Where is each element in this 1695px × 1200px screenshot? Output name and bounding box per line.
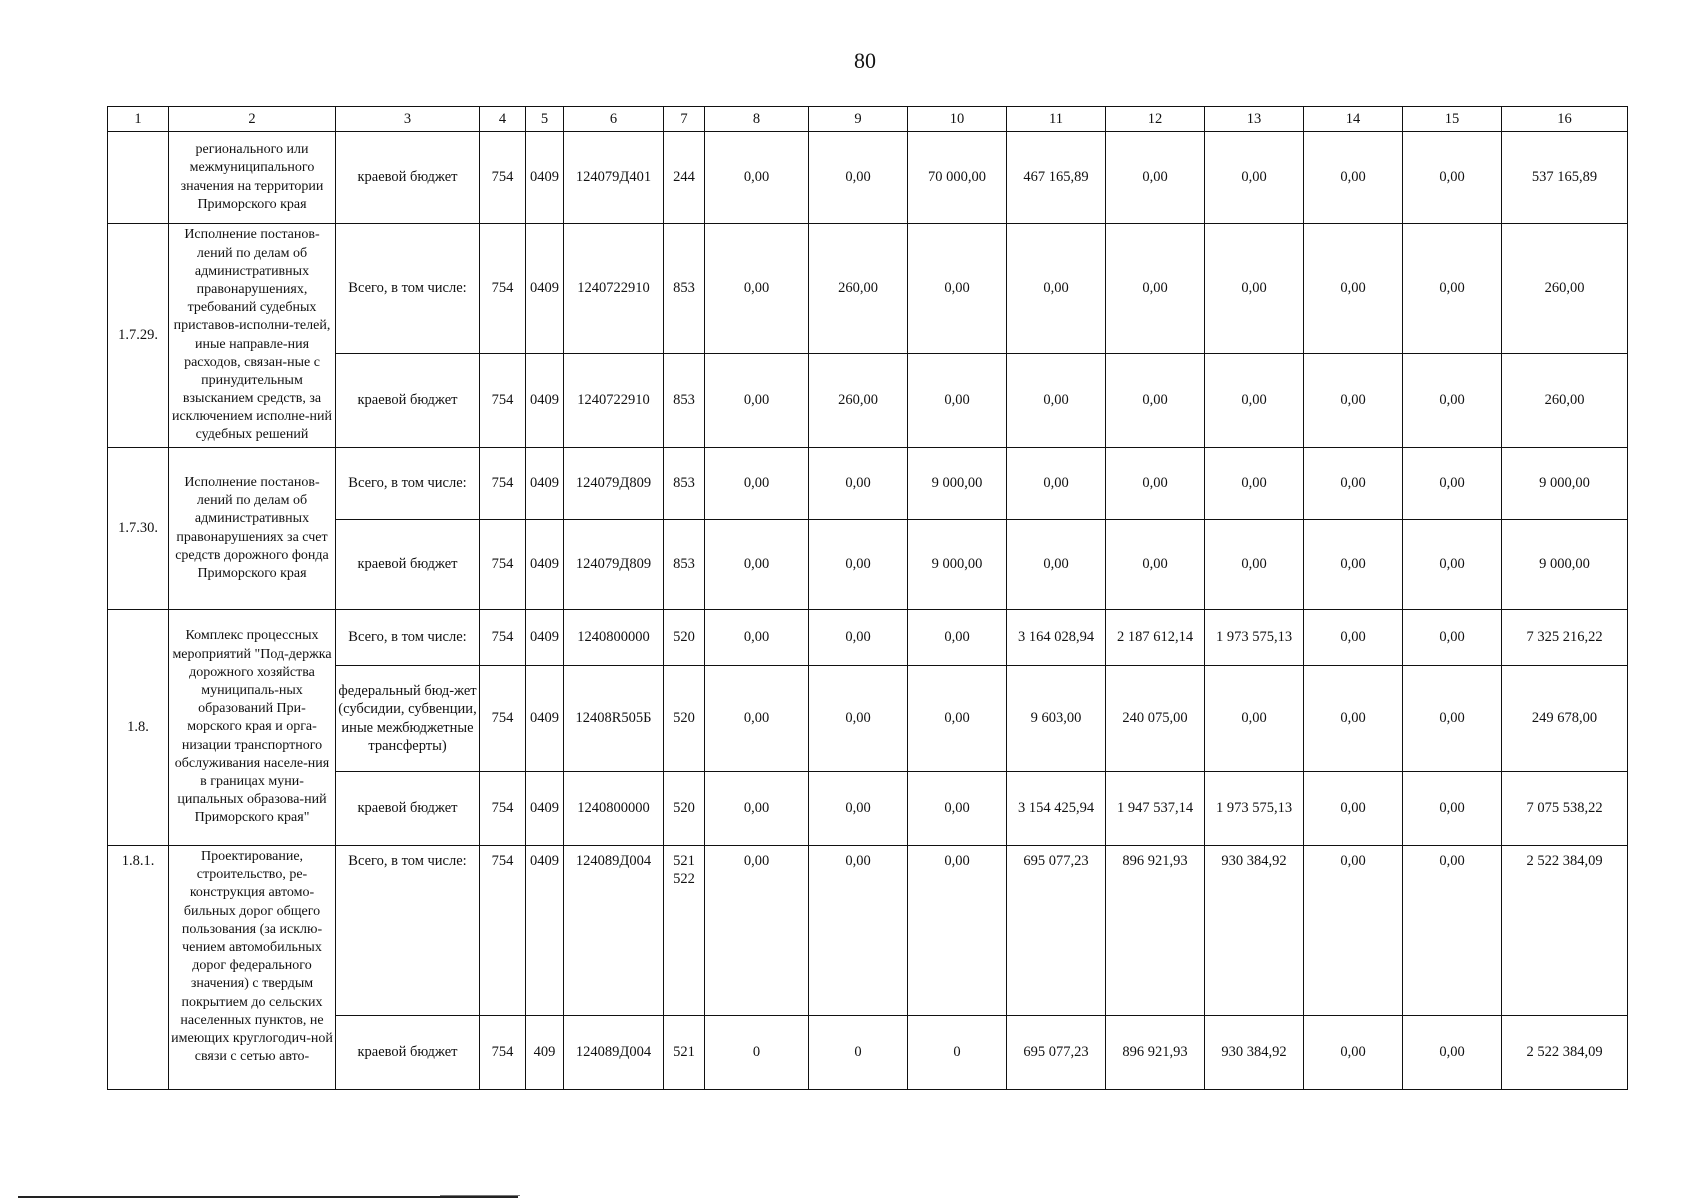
cell-c13: 1 973 575,13: [1205, 772, 1304, 846]
funding-source: Всего, в том числе:: [336, 846, 480, 1016]
column-header: 7: [664, 107, 705, 132]
cell-c15: 0,00: [1403, 1016, 1502, 1090]
footer-rule: [18, 1196, 518, 1198]
cell-c15: 0,00: [1403, 846, 1502, 1016]
cell-c14: 0,00: [1304, 354, 1403, 448]
item-code: 1.7.30.: [108, 448, 169, 610]
budget-table: [107, 106, 1628, 1090]
cell-c12: 0,00: [1106, 132, 1205, 224]
cell-c7: 520: [664, 666, 705, 772]
cell-c13: 930 384,92: [1205, 846, 1304, 1016]
cell-c12: 896 921,93: [1106, 1016, 1205, 1090]
cell-c16: 260,00: [1502, 354, 1628, 448]
funding-source: Всего, в том числе:: [336, 224, 480, 354]
cell-c5: 0409: [526, 772, 564, 846]
cell-c7: 853: [664, 448, 705, 520]
cell-c14: 0,00: [1304, 666, 1403, 772]
cell-c13: 930 384,92: [1205, 1016, 1304, 1090]
cell-c13: 0,00: [1205, 448, 1304, 520]
column-header: 13: [1205, 107, 1304, 132]
cell-c6: 124079Д401: [564, 132, 664, 224]
cell-c9: 0,00: [809, 666, 908, 772]
cell-c15: 0,00: [1403, 132, 1502, 224]
cell-c12: 1 947 537,14: [1106, 772, 1205, 846]
item-code: 1.7.29.: [108, 224, 169, 448]
cell-c13: 0,00: [1205, 520, 1304, 610]
column-header: 1: [108, 107, 169, 132]
cell-c10: 0,00: [908, 354, 1007, 448]
cell-c11: 0,00: [1007, 520, 1106, 610]
funding-source: краевой бюджет: [336, 354, 480, 448]
cell-c5: 0409: [526, 846, 564, 1016]
cell-c16: 2 522 384,09: [1502, 846, 1628, 1016]
column-header: 15: [1403, 107, 1502, 132]
cell-c6: 12408R505Б: [564, 666, 664, 772]
table-row: [108, 132, 1628, 224]
cell-c9: 0,00: [809, 448, 908, 520]
cell-c8: 0,00: [705, 520, 809, 610]
cell-c14: 0,00: [1304, 448, 1403, 520]
table-row: [108, 1016, 1628, 1090]
cell-c4: 754: [480, 666, 526, 772]
cell-c16: 7 325 216,22: [1502, 610, 1628, 666]
cell-c6: 124089Д004: [564, 1016, 664, 1090]
cell-c10: 9 000,00: [908, 448, 1007, 520]
cell-c13: 0,00: [1205, 666, 1304, 772]
column-header: 8: [705, 107, 809, 132]
cell-c5: 0409: [526, 448, 564, 520]
item-code: 1.8.: [108, 610, 169, 846]
cell-c14: 0,00: [1304, 1016, 1403, 1090]
cell-c16: 260,00: [1502, 224, 1628, 354]
cell-c11: 0,00: [1007, 354, 1106, 448]
cell-c7: 521 522: [664, 846, 705, 1016]
table-row: [108, 846, 1628, 1016]
cell-c9: 260,00: [809, 224, 908, 354]
cell-c6: 124079Д809: [564, 448, 664, 520]
cell-c10: 0,00: [908, 772, 1007, 846]
cell-c11: 3 154 425,94: [1007, 772, 1106, 846]
cell-c9: 0,00: [809, 610, 908, 666]
column-header: 10: [908, 107, 1007, 132]
cell-c8: 0,00: [705, 448, 809, 520]
cell-c12: 0,00: [1106, 448, 1205, 520]
cell-c14: 0,00: [1304, 772, 1403, 846]
column-header: 5: [526, 107, 564, 132]
footer-rule-dash: [440, 1195, 520, 1196]
column-header: 2: [169, 107, 336, 132]
cell-c12: 240 075,00: [1106, 666, 1205, 772]
cell-c10: 70 000,00: [908, 132, 1007, 224]
cell-c6: 1240722910: [564, 354, 664, 448]
cell-c10: 0,00: [908, 846, 1007, 1016]
cell-c9: 0: [809, 1016, 908, 1090]
item-description: Исполнение постанов-лений по делам об административных правонарушениях, требований судебных приставов-исполни-телей, иные направле-ния расходов, связан-ные с принудительным взысканием средств, за исключением исполне-ний судебных решений: [169, 224, 336, 448]
cell-c16: 7 075 538,22: [1502, 772, 1628, 846]
cell-c4: 754: [480, 224, 526, 354]
cell-c8: 0,00: [705, 666, 809, 772]
cell-c11: 9 603,00: [1007, 666, 1106, 772]
item-code: [108, 132, 169, 224]
cell-c9: 0,00: [809, 772, 908, 846]
cell-c14: 0,00: [1304, 846, 1403, 1016]
cell-c16: 537 165,89: [1502, 132, 1628, 224]
cell-c10: 0,00: [908, 666, 1007, 772]
table-row: [108, 448, 1628, 520]
cell-c16: 2 522 384,09: [1502, 1016, 1628, 1090]
cell-c11: 695 077,23: [1007, 1016, 1106, 1090]
column-header: 14: [1304, 107, 1403, 132]
cell-c8: 0,00: [705, 132, 809, 224]
cell-c7: 520: [664, 610, 705, 666]
cell-c6: 1240722910: [564, 224, 664, 354]
cell-c5: 409: [526, 1016, 564, 1090]
cell-c8: 0,00: [705, 354, 809, 448]
cell-c15: 0,00: [1403, 666, 1502, 772]
cell-c8: 0,00: [705, 224, 809, 354]
cell-c12: 0,00: [1106, 354, 1205, 448]
cell-c13: 0,00: [1205, 354, 1304, 448]
cell-c14: 0,00: [1304, 520, 1403, 610]
cell-c15: 0,00: [1403, 772, 1502, 846]
cell-c11: 0,00: [1007, 224, 1106, 354]
cell-c5: 0409: [526, 520, 564, 610]
cell-c15: 0,00: [1403, 448, 1502, 520]
cell-c15: 0,00: [1403, 224, 1502, 354]
cell-c7: 521: [664, 1016, 705, 1090]
cell-c4: 754: [480, 1016, 526, 1090]
column-header: 9: [809, 107, 908, 132]
cell-c10: 0: [908, 1016, 1007, 1090]
cell-c4: 754: [480, 132, 526, 224]
cell-c15: 0,00: [1403, 610, 1502, 666]
cell-c11: 0,00: [1007, 448, 1106, 520]
cell-c7: 853: [664, 224, 705, 354]
cell-c12: 0,00: [1106, 224, 1205, 354]
column-header: 11: [1007, 107, 1106, 132]
cell-c5: 0409: [526, 610, 564, 666]
header-row: [108, 107, 1628, 132]
cell-c15: 0,00: [1403, 354, 1502, 448]
cell-c7: 244: [664, 132, 705, 224]
cell-c13: 0,00: [1205, 132, 1304, 224]
funding-source: краевой бюджет: [336, 520, 480, 610]
cell-c6: 1240800000: [564, 772, 664, 846]
table-row: [108, 772, 1628, 846]
cell-c9: 260,00: [809, 354, 908, 448]
column-header: 16: [1502, 107, 1628, 132]
item-description: Проектирование, строительство, ре-конструкция автомо-бильных дорог общего пользования (за исклю-чением автомобильных дорог федерального значения) с твердым покрытием до сельских населенных пунктов, не имеющих круглогодич-ной связи с сетью авто-: [169, 846, 336, 1090]
cell-c13: 0,00: [1205, 224, 1304, 354]
table-row: [108, 520, 1628, 610]
cell-c7: 520: [664, 772, 705, 846]
cell-c13: 1 973 575,13: [1205, 610, 1304, 666]
cell-c16: 249 678,00: [1502, 666, 1628, 772]
funding-source: краевой бюджет: [336, 132, 480, 224]
table-row: [108, 354, 1628, 448]
cell-c9: 0,00: [809, 132, 908, 224]
table-row: [108, 224, 1628, 354]
table-body: [108, 132, 1628, 1090]
cell-c10: 9 000,00: [908, 520, 1007, 610]
funding-source: краевой бюджет: [336, 1016, 480, 1090]
cell-c5: 0409: [526, 354, 564, 448]
cell-c12: 896 921,93: [1106, 846, 1205, 1016]
cell-c6: 124089Д004: [564, 846, 664, 1016]
cell-c5: 0409: [526, 132, 564, 224]
cell-c6: 124079Д809: [564, 520, 664, 610]
cell-c9: 0,00: [809, 846, 908, 1016]
column-header: 4: [480, 107, 526, 132]
funding-source: Всего, в том числе:: [336, 610, 480, 666]
cell-c4: 754: [480, 520, 526, 610]
cell-c12: 2 187 612,14: [1106, 610, 1205, 666]
cell-c10: 0,00: [908, 610, 1007, 666]
funding-source: федеральный бюд-жет (субсидии, субвенции, иные межбюджетные трансферты): [336, 666, 480, 772]
table-row: [108, 666, 1628, 772]
funding-source: Всего, в том числе:: [336, 448, 480, 520]
cell-c8: 0,00: [705, 772, 809, 846]
cell-c8: 0,00: [705, 846, 809, 1016]
cell-c11: 695 077,23: [1007, 846, 1106, 1016]
cell-c11: 3 164 028,94: [1007, 610, 1106, 666]
cell-c8: 0: [705, 1016, 809, 1090]
column-header: 3: [336, 107, 480, 132]
cell-c12: 0,00: [1106, 520, 1205, 610]
cell-c5: 0409: [526, 224, 564, 354]
cell-c5: 0409: [526, 666, 564, 772]
column-header: 12: [1106, 107, 1205, 132]
cell-c6: 1240800000: [564, 610, 664, 666]
item-code: 1.8.1.: [108, 846, 169, 1090]
cell-c14: 0,00: [1304, 132, 1403, 224]
cell-c7: 853: [664, 520, 705, 610]
cell-c14: 0,00: [1304, 610, 1403, 666]
column-header: 6: [564, 107, 664, 132]
cell-c8: 0,00: [705, 610, 809, 666]
cell-c11: 467 165,89: [1007, 132, 1106, 224]
cell-c14: 0,00: [1304, 224, 1403, 354]
funding-source: краевой бюджет: [336, 772, 480, 846]
cell-c4: 754: [480, 610, 526, 666]
cell-c4: 754: [480, 846, 526, 1016]
cell-c4: 754: [480, 772, 526, 846]
item-description: Исполнение постанов-лений по делам об административных правонарушениях за счет средств дорожного фонда Приморского края: [169, 448, 336, 610]
table-row: [108, 610, 1628, 666]
item-description: Комплекс процессных мероприятий "Под-держка дорожного хозяйства муниципаль-ных образований При-морского края и орга-низации транспортного обслуживания населе-ния в границах муни-ципальных образова-ний Приморского края": [169, 610, 336, 846]
cell-c7: 853: [664, 354, 705, 448]
page-number: 80: [854, 48, 876, 73]
cell-c9: 0,00: [809, 520, 908, 610]
cell-c4: 754: [480, 448, 526, 520]
item-description: регионального или межмуниципального значения на территории Приморского края: [169, 132, 336, 224]
cell-c16: 9 000,00: [1502, 520, 1628, 610]
cell-c4: 754: [480, 354, 526, 448]
cell-c15: 0,00: [1403, 520, 1502, 610]
cell-c16: 9 000,00: [1502, 448, 1628, 520]
cell-c10: 0,00: [908, 224, 1007, 354]
